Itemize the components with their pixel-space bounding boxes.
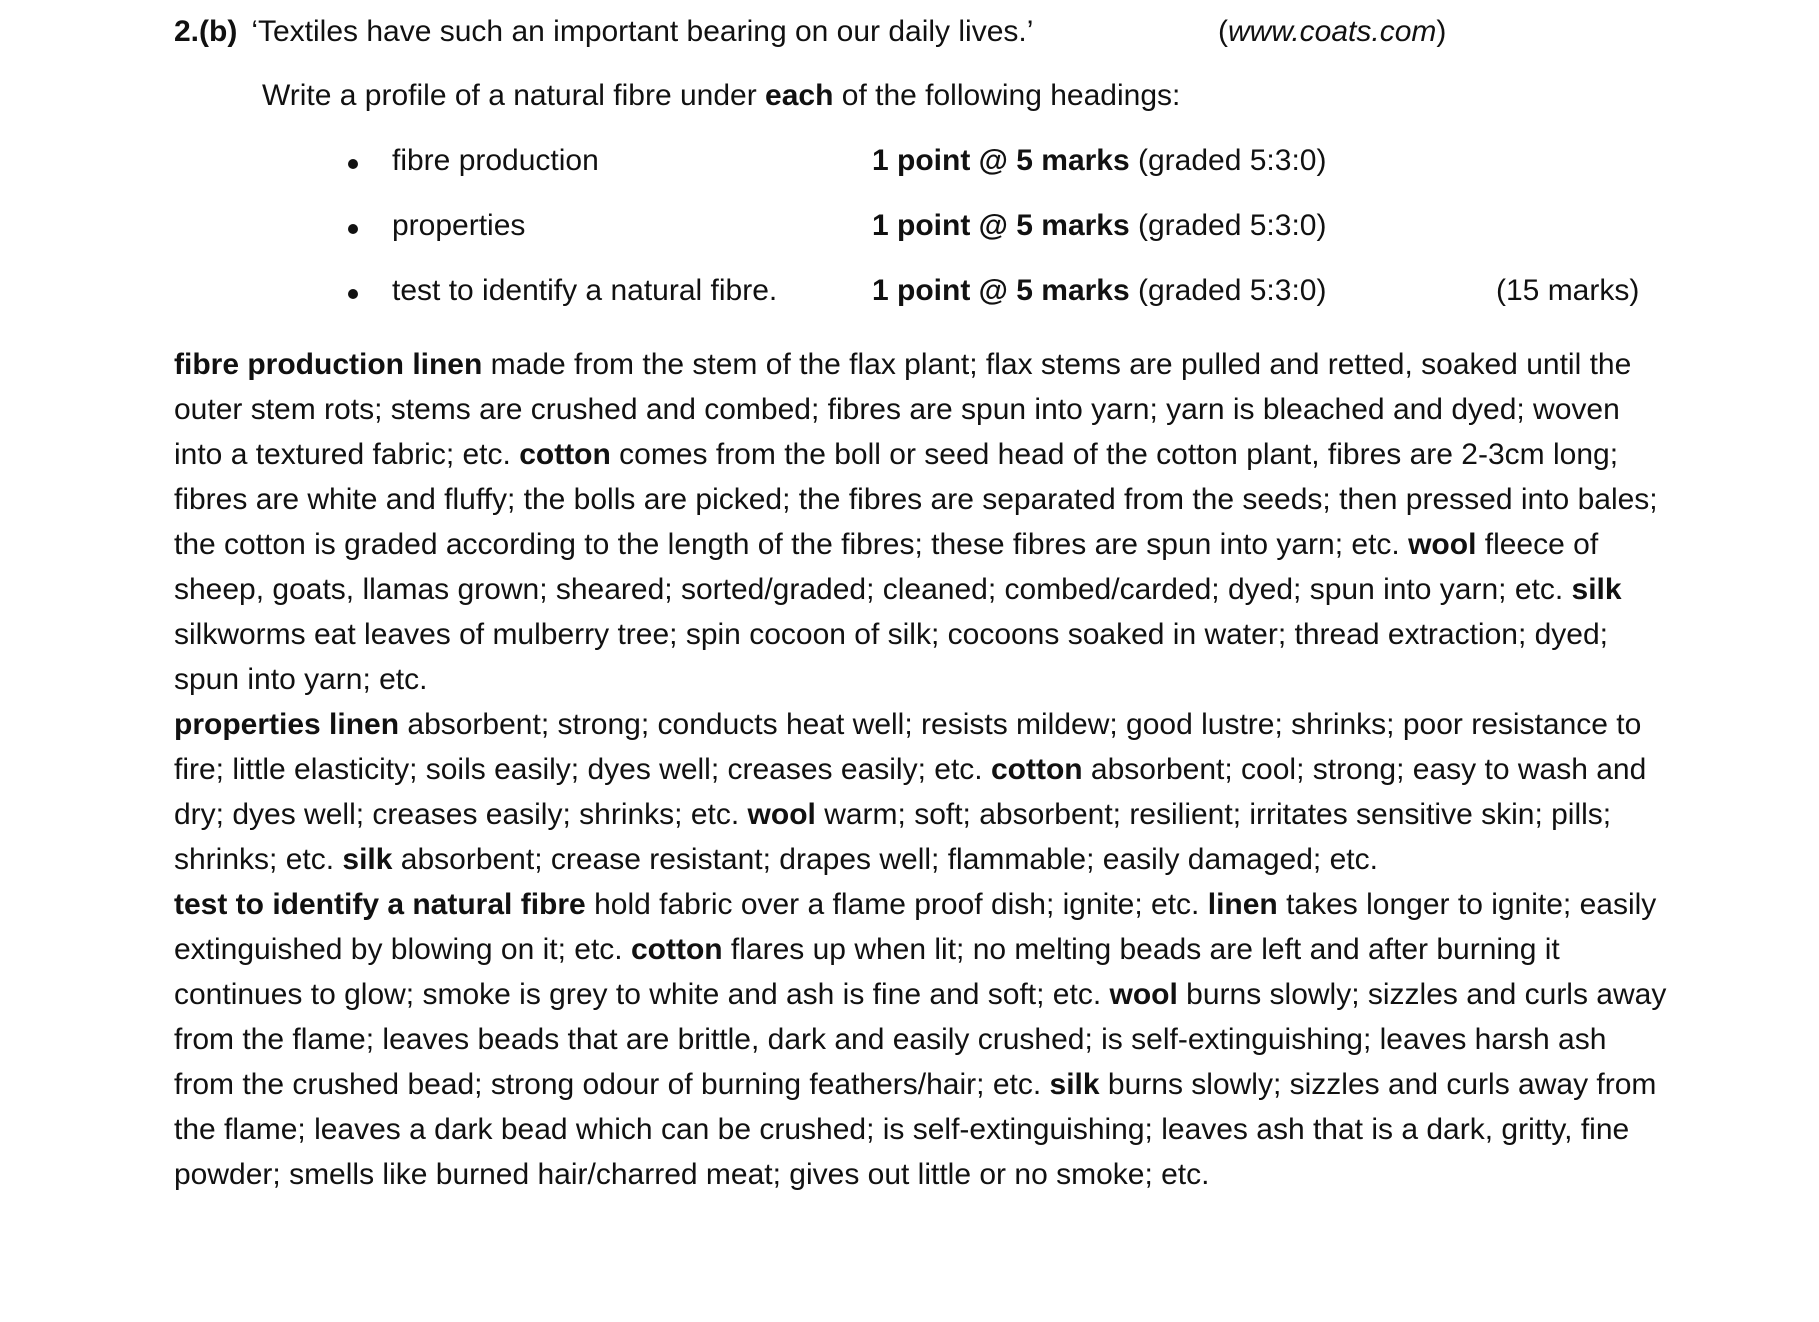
criteria-grading: (graded 5:3:0) [1129, 144, 1327, 177]
question-quote: ‘Textiles have such an important bearing on our daily lives.’ [251, 15, 1034, 48]
answer-text: absorbent; crease resistant; drapes well; flammable; easily damaged; etc. [392, 843, 1378, 876]
question-number: 2.(b) [174, 15, 238, 48]
answer-properties [174, 702, 1674, 882]
answer-text: absorbent; cool; strong; easy to wash and dry; dyes well; creases easily; shrinks; etc. [174, 753, 1647, 831]
answer-test-identify [174, 882, 1674, 1197]
bullet-icon [348, 289, 358, 299]
answer-keyword: wool [747, 798, 816, 831]
instruction-pre: Write a profile of a natural fibre under [262, 79, 766, 112]
answer-text: comes from the boll or seed head of the cotton plant, fibres are 2-3cm long; fibres are white and fluffy; the bolls are picked; the fibres are separated from the seeds; then pressed into bales; the cotton is graded according to the length of the fibres; these fibres are spun into yarn; etc. [174, 438, 1658, 561]
question-instruction [262, 76, 1180, 116]
total-marks: (15 marks) [1496, 274, 1640, 307]
criteria-heading: fibre production [392, 144, 599, 177]
bullet-icon [348, 159, 358, 169]
answer-fibre-production [174, 342, 1674, 702]
instruction-emphasis: each [765, 79, 834, 112]
answer-keyword: cotton [990, 753, 1083, 786]
answer-text: takes longer to ignite; easily extinguished by blowing on it; etc. [174, 888, 1657, 966]
source-close-paren: ) [1436, 15, 1447, 48]
answer-text: fleece of sheep, goats, llamas grown; sheared; sorted/graded; cleaned; combed/carded; dyed; spun into yarn; etc. [174, 528, 1599, 606]
answer-keyword: test to identify a natural fibre [174, 888, 586, 921]
criteria-grading: (graded 5:3:0) [1129, 209, 1327, 242]
source-url: www.coats.com [1228, 15, 1437, 48]
answer-keyword: linen [1207, 888, 1278, 921]
criteria-marks-bold: 1 point @ 5 marks [872, 144, 1130, 177]
answer-text: absorbent; strong; conducts heat well; resists mildew; good lustre; shrinks; poor resistance to fire; little elasticity; soils easily; dyes well; creases easily; etc. [174, 708, 1642, 786]
answer-text: made from the stem of the flax plant; flax stems are pulled and retted, soaked until the outer stem rots; stems are crushed and combed; fibres are spun into yarn; yarn is bleached and dyed; woven into a textured fabric; etc. [174, 348, 1632, 471]
answer-keyword: fibre production linen [174, 348, 483, 381]
answer-keyword: silk [342, 843, 393, 876]
answer-text: silkworms eat leaves of mulberry tree; spin cocoon of silk; cocoons soaked in water; thread extraction; dyed; spun into yarn; etc. [174, 618, 1609, 696]
instruction-post: of the following headings: [833, 79, 1181, 112]
bullet-icon [348, 224, 358, 234]
answer-keyword: properties linen [174, 708, 400, 741]
question-source [1218, 12, 1446, 52]
answer-text: burns slowly; sizzles and curls away from the flame; leaves beads that are brittle, dark and easily crushed; is self-extinguishing; leaves harsh ash from the crushed bead; strong odour of burning feathers/hair; etc. [174, 978, 1667, 1101]
criteria-marks [872, 206, 1326, 246]
answer-keyword: wool [1109, 978, 1178, 1011]
question-header [174, 12, 1033, 52]
answer-keyword: cotton [630, 933, 723, 966]
answer-keyword: silk [1049, 1068, 1100, 1101]
marking-scheme [174, 342, 1674, 1197]
criteria-marks-bold: 1 point @ 5 marks [872, 274, 1130, 307]
criteria-heading: properties [392, 209, 526, 242]
answer-keyword: wool [1408, 528, 1477, 561]
criteria-grading: (graded 5:3:0) [1129, 274, 1327, 307]
answer-keyword: silk [1571, 573, 1622, 606]
answer-keyword: cotton [519, 438, 611, 471]
source-open-paren: ( [1218, 15, 1228, 48]
answer-text: flares up when lit; no melting beads are left and after burning it continues to glow; smoke is grey to white and ash is fine and soft; etc. [174, 933, 1560, 1011]
criteria-marks-bold: 1 point @ 5 marks [872, 209, 1130, 242]
criteria-heading: test to identify a natural fibre. [392, 274, 778, 307]
answer-text: hold fabric over a flame proof dish; ignite; etc. [585, 888, 1208, 921]
answer-text: burns slowly; sizzles and curls away from the flame; leaves a dark bead which can be crushed; is self-extinguishing; leaves ash that is a dark, gritty, fine powder; smells like burned hair/charred meat; gives out little or no smoke; etc. [174, 1068, 1657, 1191]
criteria-marks [872, 271, 1326, 311]
answer-text: warm; soft; absorbent; resilient; irritates sensitive skin; pills; shrinks; etc. [174, 798, 1612, 876]
criteria-marks [872, 141, 1326, 181]
